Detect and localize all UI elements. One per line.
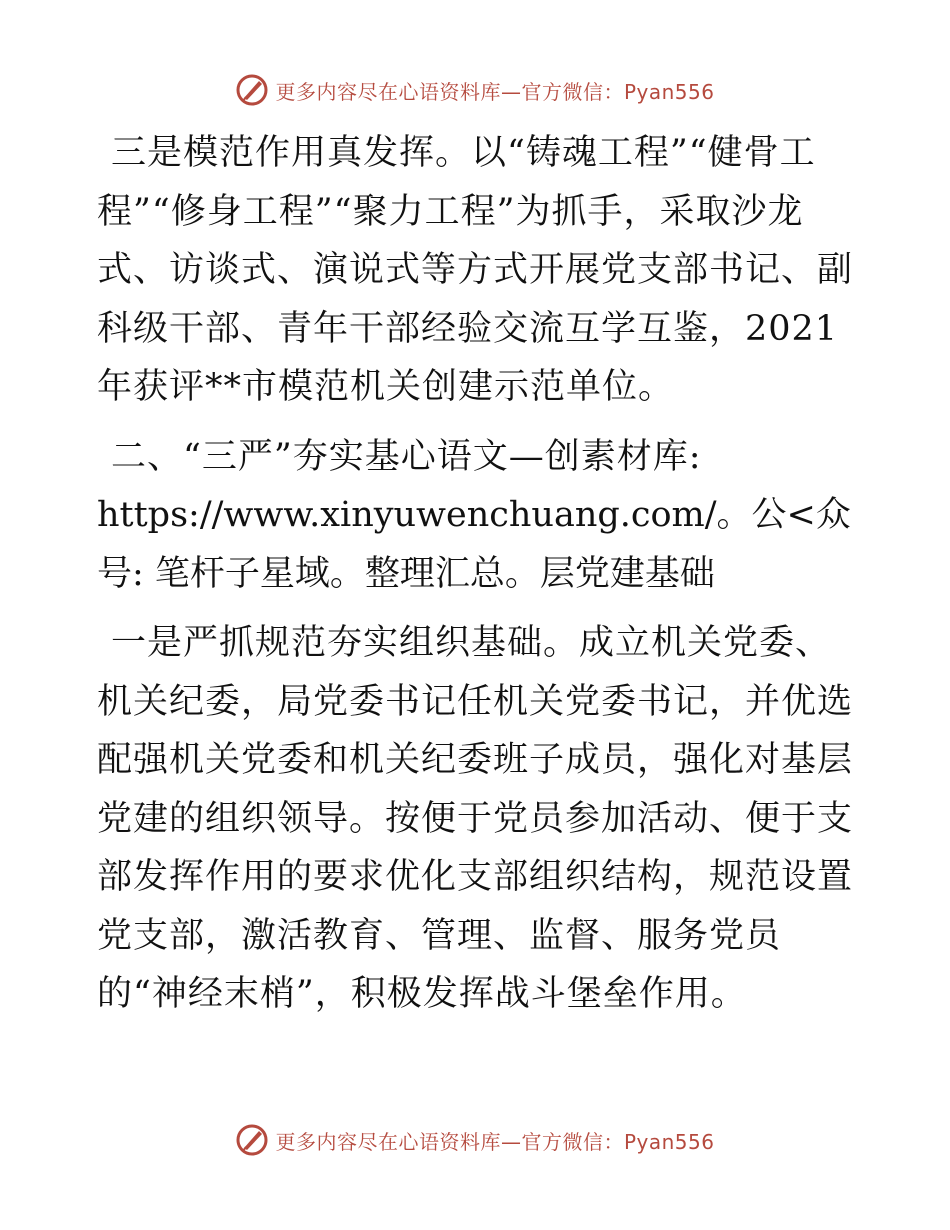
footer-watermark-text: 更多内容尽在心语资料库—官方微信：Pyan556	[275, 1129, 715, 1154]
document-body	[97, 124, 857, 1024]
paragraph-organization-foundation: 一是严抓规范夯实组织基础。成立机关党委、机关纪委，局党委书记任机关党委书记，并优选配强机关党委和机关纪委班子成员，强化对基层党建的组织领导。按便于党员参加活动、便于支部发挥作用的要求优化支部组织结构，规范设置党支部，激活教育、管理、监督、服务党员的“神经末梢”，积极发挥战斗堡垒作用。	[97, 623, 854, 1014]
header-watermark-banner	[0, 70, 950, 110]
footer-watermark-banner	[0, 1120, 950, 1160]
quill-seal-icon	[235, 73, 269, 107]
section-heading-three-strict: 二、“三严”夯实基心语文—创素材库:	[111, 436, 702, 477]
paragraph-model-role: 三是模范作用真发挥。以“铸魂工程”“健骨工程”“修身工程”“聚力工程”为抓手，采取沙龙式、访谈式、演说式等方式开展党支部书记、副科级干部、青年干部经验交流互学互鉴，2021年获评**市模范机关创建示范单位。	[97, 133, 854, 407]
quill-seal-icon	[235, 1123, 269, 1157]
header-watermark-text: 更多内容尽在心语资料库—官方微信：Pyan556	[275, 79, 715, 104]
paragraph-source-note: https://www.xinyuwenchuang.com/。公<众号: 笔杆子星域。整理汇总。层党建基础	[97, 495, 851, 594]
